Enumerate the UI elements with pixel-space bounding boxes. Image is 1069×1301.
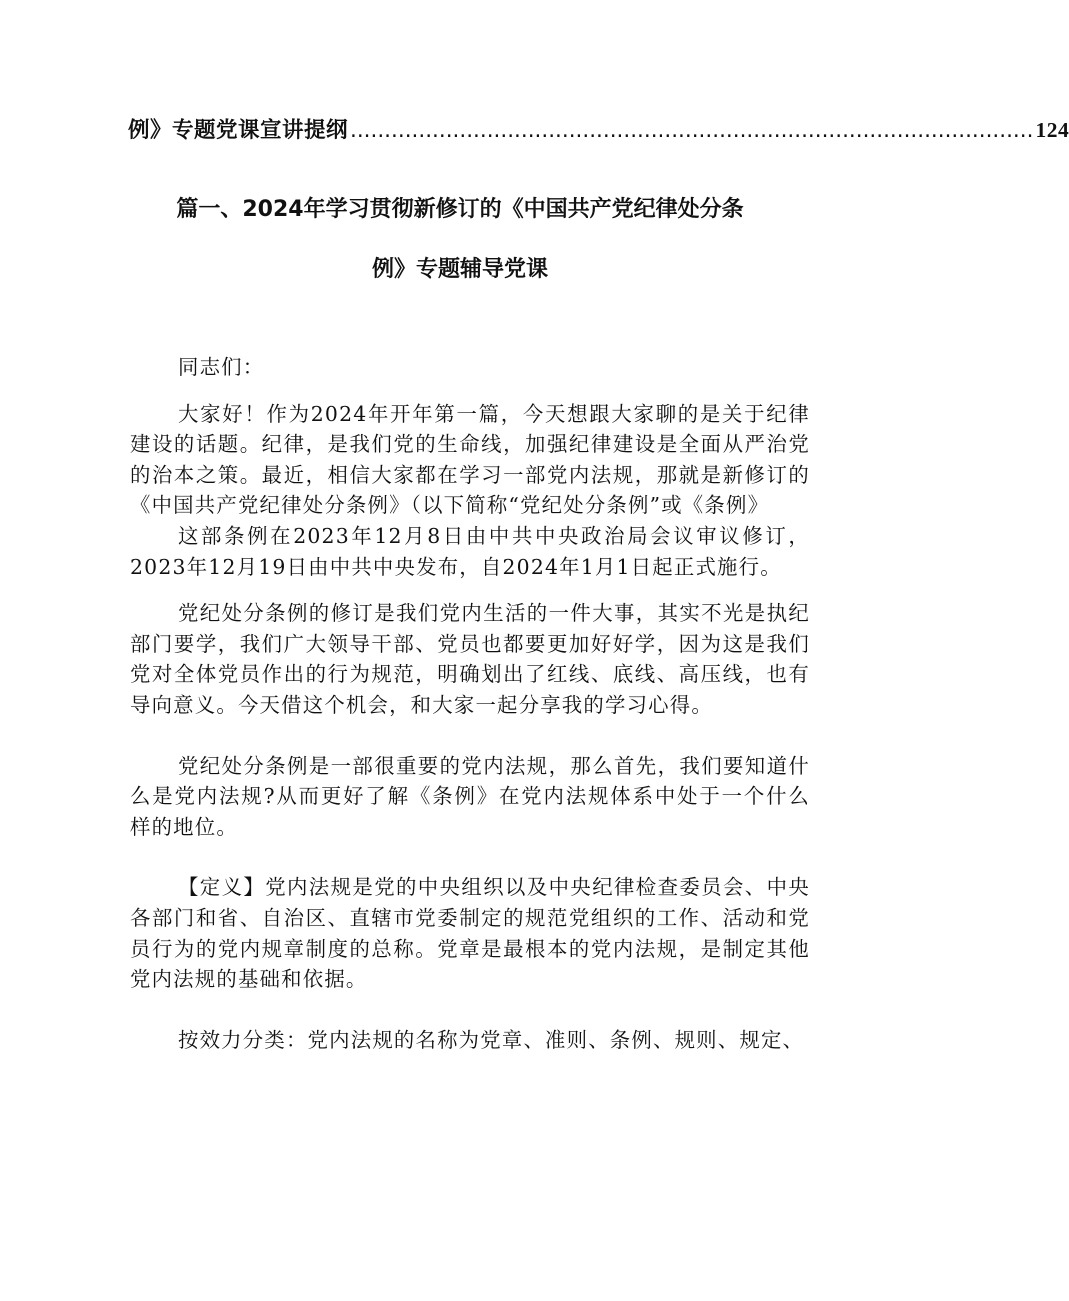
body-paragraph: 党纪处分条例是一部很重要的党内法规，那么首先，我们要知道什么是党内法规?从而更好了解《条例》在党内法规体系中处于一个什么样的地位。 — [130, 753, 810, 839]
section-heading-line-2: 例》专题辅导党课 — [371, 257, 548, 282]
body-paragraph: 按效力分类：党内法规的名称为党章、准则、条例、规则、规定、 — [178, 1027, 805, 1052]
toc-dot-leader: .................................................................................................... — [350, 118, 1034, 143]
body-paragraph: 大家好！作为2024年开年第一篇，今天想跟大家聊的是关于纪律建设的话题。纪律，是我们党的生命线，加强纪律建设是全面从严治党的治本之策。最近，相信大家都在学习一部党内法规，那就是新修订的《中国共产党纪律处分条例》（以下简称“党纪处分条例”或《条例》 — [130, 401, 810, 518]
body-paragraph: 【定义】党内法规是党的中央组织以及中央纪律检查委员会、中央各部门和省、自治区、直辖市党委制定的规范党组织的工作、活动和党员行为的党内规章制度的总称。党章是最根本的党内法规，是制定其他党内法规的基础和依据。 — [130, 875, 810, 992]
toc-page-number: 124 — [1035, 118, 1069, 142]
salutation-paragraph: 同志们： — [178, 355, 265, 379]
body-text — [130, 352, 810, 1085]
toc-entry[interactable] — [128, 113, 1069, 153]
body-paragraph: 这部条例在2023年12月8日由中共中央政治局会议审议修订，2023年12月19日由中共中央发布，自2024年1月1日起正式施行。 — [130, 523, 810, 579]
section-heading-line-1: 篇一、2024年学习贯彻新修订的《中国共产党纪律处分条 — [176, 197, 744, 222]
toc-entry-title: 例》专题党课宣讲提纲 — [128, 118, 349, 143]
body-paragraph: 党纪处分条例的修订是我们党内生活的一件大事，其实不光是执纪部门要学，我们广大领导干部、党员也都要更加好好学，因为这是我们党对全体党员作出的行为规范，明确划出了红线、底线、高压线，也有导向意义。今天借这个机会，和大家一起分享我的学习心得。 — [130, 601, 810, 717]
